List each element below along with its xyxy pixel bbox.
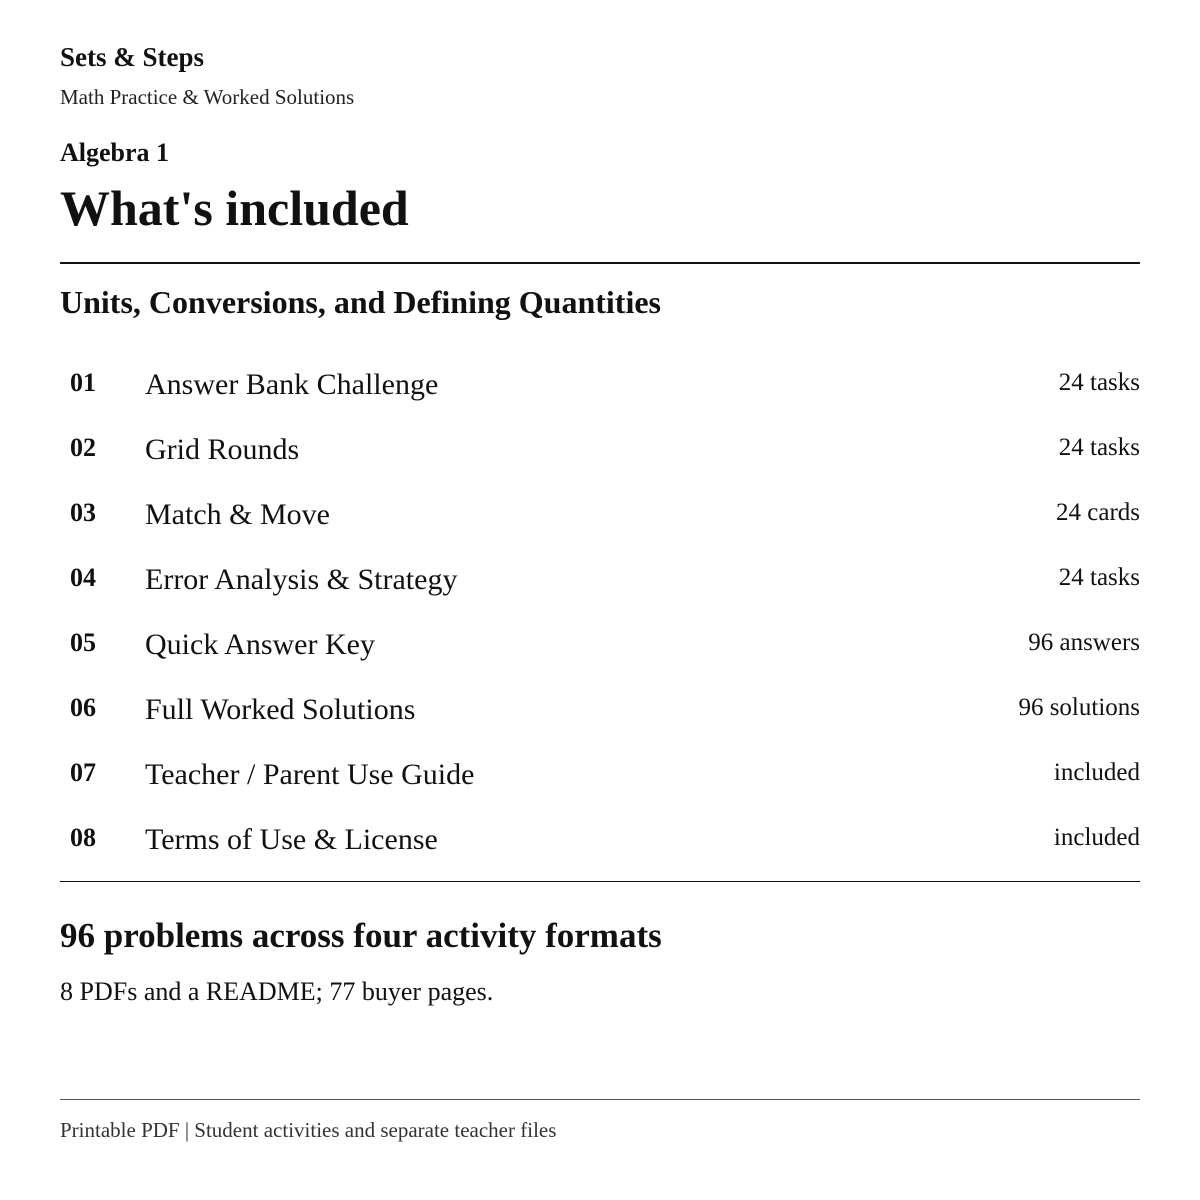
list-item: [60, 548, 1140, 613]
item-count: 24 cards: [1056, 499, 1140, 526]
contents-divider: [60, 881, 1140, 882]
item-number: 03: [70, 498, 96, 527]
contents-list: [60, 353, 1140, 873]
item-name: Grid Rounds: [145, 433, 300, 466]
list-item: [60, 743, 1140, 808]
item-number: 06: [70, 693, 96, 722]
list-item: [60, 613, 1140, 678]
list-item: [60, 483, 1140, 548]
footer-divider: [60, 1099, 1140, 1100]
product-page: [60, 0, 1140, 1200]
item-number: 02: [70, 433, 96, 462]
unit-title: Units, Conversions, and Defining Quantities: [60, 284, 661, 320]
title-divider: [60, 262, 1140, 264]
brand-name: Sets & Steps: [60, 42, 205, 72]
list-item: [60, 808, 1140, 873]
item-name: Full Worked Solutions: [145, 693, 416, 726]
footer-text: Printable PDF | Student activities and separate teacher files: [60, 1118, 557, 1142]
item-count: 24 tasks: [1058, 369, 1140, 396]
page-title: What's included: [60, 180, 409, 236]
item-name: Quick Answer Key: [145, 628, 375, 661]
item-count: 24 tasks: [1058, 434, 1140, 461]
item-count: 96 solutions: [1018, 694, 1140, 721]
item-name: Answer Bank Challenge: [145, 368, 439, 401]
item-name: Match & Move: [145, 498, 330, 531]
item-name: Terms of Use & License: [145, 823, 438, 856]
item-count: included: [1053, 824, 1140, 851]
item-number: 08: [70, 823, 96, 852]
summary-detail: 8 PDFs and a README; 77 buyer pages.: [60, 977, 494, 1006]
item-number: 05: [70, 628, 96, 657]
item-number: 04: [70, 563, 96, 592]
item-number: 01: [70, 368, 96, 397]
list-item: [60, 353, 1140, 418]
brand-tagline: Math Practice & Worked Solutions: [60, 85, 355, 109]
course-label: Algebra 1: [60, 138, 170, 167]
item-count: 96 answers: [1028, 629, 1140, 656]
item-count: 24 tasks: [1058, 564, 1140, 591]
list-item: [60, 678, 1140, 743]
summary-headline: 96 problems across four activity formats: [60, 916, 662, 955]
item-name: Error Analysis & Strategy: [145, 563, 458, 596]
list-item: [60, 418, 1140, 483]
item-count: included: [1053, 759, 1140, 786]
item-number: 07: [70, 758, 96, 787]
item-name: Teacher / Parent Use Guide: [145, 758, 475, 791]
